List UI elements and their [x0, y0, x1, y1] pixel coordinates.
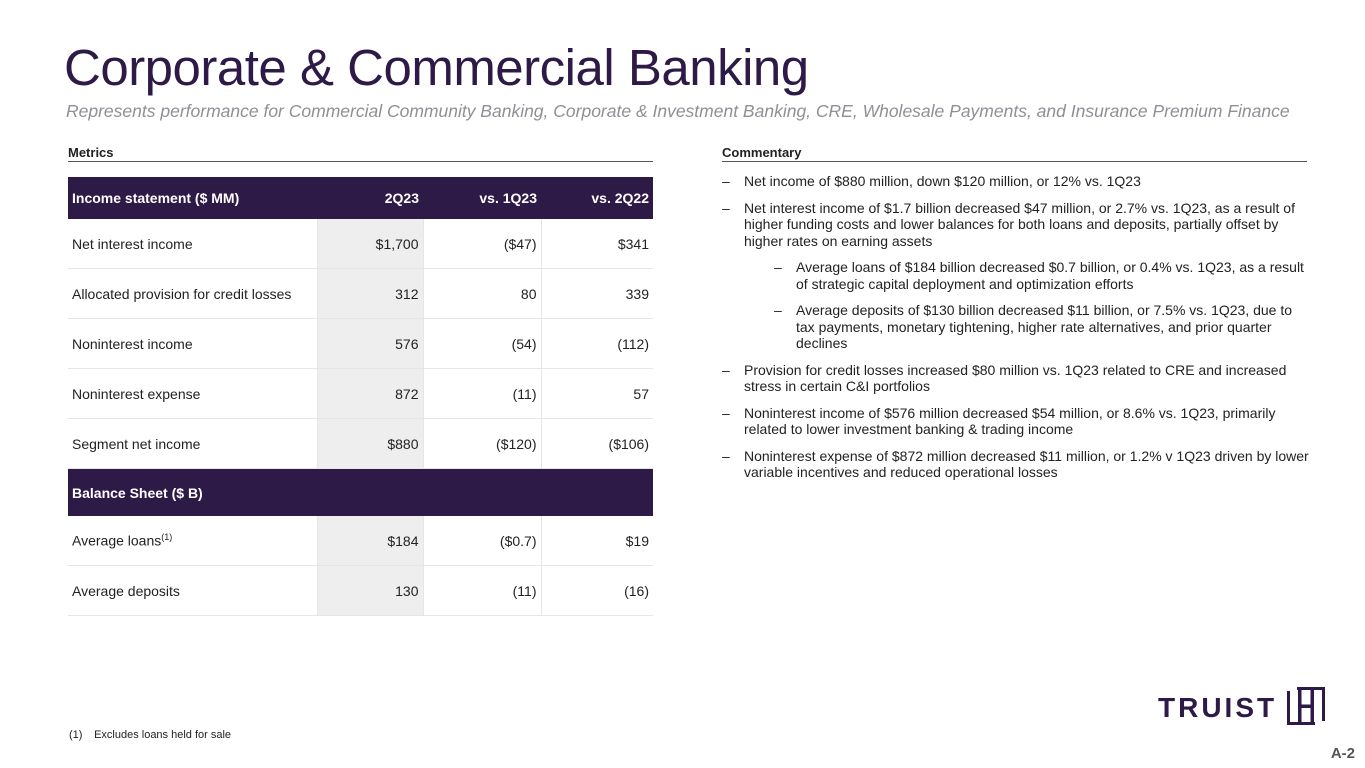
- row-label-text: Average loans: [72, 532, 162, 549]
- cell-vs-1q23: (11): [423, 566, 541, 616]
- column-header: vs. 1Q23: [423, 177, 541, 219]
- cell-vs-2q22: 57: [541, 369, 653, 419]
- cell-vs-1q23: ($47): [423, 219, 541, 269]
- column-header: Income statement ($ MM): [68, 177, 317, 219]
- cell-vs-1q23: (54): [423, 319, 541, 369]
- bullet-dash: –: [722, 361, 730, 378]
- cell-vs-2q22: ($106): [541, 419, 653, 469]
- cell-2q23: $184: [317, 516, 423, 566]
- metrics-heading: Metrics: [68, 145, 653, 162]
- footnote: [69, 729, 231, 741]
- cell-vs-2q22: 339: [541, 269, 653, 319]
- cell-vs-1q23: ($0.7): [423, 516, 541, 566]
- page-title: Corporate & Commercial Banking: [64, 39, 809, 96]
- bullet-text: Average loans of $184 billion decreased $0.7 billion, or 0.4% vs. 1Q23, as a result of strategic capital deployment and optimization efforts: [796, 259, 1304, 292]
- bullet-text: Provision for credit losses increased $80 million vs. 1Q23 related to CRE and increased stress in certain C&I portfolios: [744, 361, 1287, 394]
- row-label: [68, 516, 317, 566]
- page-number: A-2: [1330, 745, 1355, 762]
- bullet-text: Noninterest expense of $872 million decreased $11 million, or 1.2% v 1Q23 driven by lower variable incentives and reduced operational losses: [744, 447, 1309, 480]
- list-item: [722, 200, 1312, 250]
- list-item: [722, 362, 1312, 395]
- cell-vs-2q22: (16): [541, 566, 653, 616]
- cell-2q23: $1,700: [317, 219, 423, 269]
- table-row: [68, 566, 653, 616]
- footnote-marker: (1): [161, 532, 173, 543]
- cell-2q23: 872: [317, 369, 423, 419]
- cell-2q23: 130: [317, 566, 423, 616]
- commentary-list: [722, 173, 1312, 491]
- list-item: [722, 173, 1312, 190]
- truist-logo: [1158, 688, 1325, 728]
- table-row: [68, 219, 653, 269]
- table-row: [68, 269, 653, 319]
- list-item: [722, 448, 1312, 481]
- page-subtitle: Represents performance for Commercial Community Banking, Corporate & Investment Banking, CRE, Wholesale Payments, and Insurance Premium Finance: [66, 101, 1290, 121]
- table-row: [68, 319, 653, 369]
- row-label: Noninterest expense: [68, 369, 317, 419]
- bullet-dash: –: [722, 173, 730, 189]
- row-label: Average deposits: [68, 566, 317, 616]
- column-header: 2Q23: [317, 177, 423, 219]
- row-label: Net interest income: [68, 219, 317, 269]
- balance-sheet-header-row: [68, 469, 653, 517]
- list-item: [722, 405, 1312, 438]
- footnote-text: Excludes loans held for sale: [94, 729, 232, 741]
- cell-vs-2q22: $19: [541, 516, 653, 566]
- column-header: vs. 2Q22: [541, 177, 653, 219]
- truist-h-logo-icon: [1287, 687, 1325, 730]
- bullet-dash: –: [774, 259, 782, 275]
- cell-2q23: 576: [317, 319, 423, 369]
- cell-2q23: 312: [317, 269, 423, 319]
- cell-vs-1q23: 80: [423, 269, 541, 319]
- bullet-dash: –: [722, 404, 730, 421]
- bullet-dash: –: [774, 302, 782, 318]
- bullet-dash: –: [722, 447, 730, 464]
- table-row: [68, 516, 653, 566]
- bullet-text: Average deposits of $130 billion decreased $11 billion, or 7.5% vs. 1Q23, due to tax payments, monetary tightening, higher rate alternatives, and prior quarter declines: [796, 302, 1293, 351]
- commentary-heading: Commentary: [722, 145, 1307, 162]
- row-label: Noninterest income: [68, 319, 317, 369]
- bullet-dash: –: [722, 199, 730, 216]
- cell-vs-2q22: $341: [541, 219, 653, 269]
- cell-vs-2q22: (112): [541, 319, 653, 369]
- row-label: Allocated provision for credit losses: [68, 269, 317, 319]
- table-row: [68, 419, 653, 469]
- bullet-text: Net income of $880 million, down $120 million, or 12% vs. 1Q23: [744, 173, 1141, 189]
- cell-vs-1q23: (11): [423, 369, 541, 419]
- cell-2q23: $880: [317, 419, 423, 469]
- logo-wordmark: TRUIST: [1158, 692, 1278, 723]
- cell-vs-1q23: ($120): [423, 419, 541, 469]
- table-row: [68, 369, 653, 419]
- list-item: [722, 259, 1312, 292]
- metrics-table: [68, 177, 653, 616]
- footnote-number: (1): [69, 729, 83, 741]
- balance-sheet-heading: Balance Sheet ($ B): [68, 469, 653, 517]
- bullet-text: Net interest income of $1.7 billion decreased $47 million, or 2.7% vs. 1Q23, as a result of higher funding costs and lower balances for both loans and deposits, partially offset by higher rates on earning assets: [744, 199, 1295, 249]
- table-header-row: [68, 177, 653, 219]
- list-item: [722, 302, 1312, 352]
- row-label: Segment net income: [68, 419, 317, 469]
- bullet-text: Noninterest income of $576 million decreased $54 million, or 8.6% vs. 1Q23, primarily related to lower investment banking & trading income: [744, 404, 1276, 437]
